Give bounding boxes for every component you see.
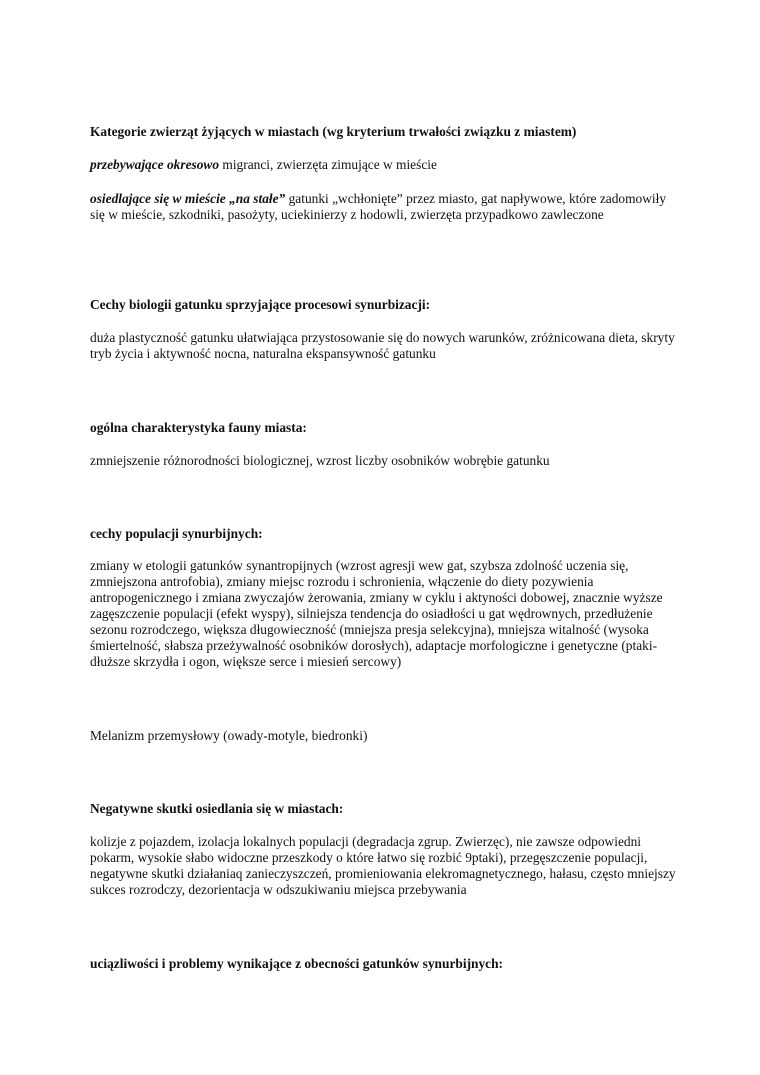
paragraph-melanism: Melanizm przemysłowy (owady-motyle, biedronki) [90, 728, 368, 743]
heading-nuisances: uciązliwości i problemy wynikające z obecności gatunków synurbijnych: [90, 956, 504, 971]
text-permanent: gatunki „wchłonięte” przez miasto, gat napływowe, które zadomowiły się w mieście, szkodniki, pasożyty, uciekinierzy z hodowli, zwierzęta przypadkowo zawleczone [90, 191, 667, 222]
heading-fauna: ogólna charakterystyka fauny miasta: [90, 420, 307, 435]
paragraph-fauna: zmniejszenie różnorodności biologicznej, wzrost liczby osobników wobrębie gatunku [90, 453, 550, 468]
heading-populations: cechy populacji synurbijnych: [90, 526, 263, 541]
heading-negative: Negatywne skutki osiedlania się w miastach: [90, 801, 344, 816]
paragraph-negative: kolizje z pojazdem, izolacja lokalnych populacji (degradacja zgrup. Zwierzęc), nie zawsze odpowiedni pokarm, wysokie słabo widoczne przeszkody o które łatwo się rozbić 9ptaki), przegęszczenie populacji, negatywne skutki działaniaq zanieczyszczeń, promieniowania elekromagnetycznego, hałasu, często mniejszy sukces rozrodczy, dezorientacja w odszukiwaniu miejsca przebywania [90, 834, 676, 897]
heading-categories: Kategorie zwierząt żyjących w miastach (wg kryterium trwałości związku z miastem) [90, 124, 577, 139]
paragraph-periodic [90, 157, 680, 173]
paragraph-populations: zmiany w etologii gatunków synantropijnych (wzrost agresji wew gat, szybsza zdolność uczenia się, zmniejszona antrofobia), zmiany miejsc rozrodu i schronienia, włączenie do diety pozywienia antropogenicznego i zmiana zwyczajów żerowania, zmiany w cyklu i aktyności dobowej, znacznie wyższe zagęszczenie populacji (efekt wyspy), silniejsza tendencja do osiadłości u gat wędrownych, przedłużenie sezonu rozrodczego, większa długowieczność (mniejsza presja selekcyjna), mniejsza witalność (wysoka śmiertelność, słabsza przeżywalność osobników dorosłych), adaptacje morfologiczne i genetyczne (ptaki- dłuższe skrzydła i ogon, większe serce i miesień sercowy) [90, 558, 663, 669]
text-periodic: migranci, zwierzęta zimujące w mieście [219, 157, 437, 172]
label-periodic: przebywające okresowo [90, 157, 220, 172]
paragraph-biology: duża plastyczność gatunku ułatwiająca przystosowanie się do nowych warunków, zróżnicowana dieta, skryty tryb życia i aktywność nocna, naturalna ekspansywność gatunku [90, 330, 675, 361]
paragraph-permanent [90, 191, 680, 223]
label-permanent: osiedlające się w mieście „na stałe” [90, 191, 286, 206]
heading-biology: Cechy biologii gatunku sprzyjające procesowi synurbizacji: [90, 297, 431, 312]
